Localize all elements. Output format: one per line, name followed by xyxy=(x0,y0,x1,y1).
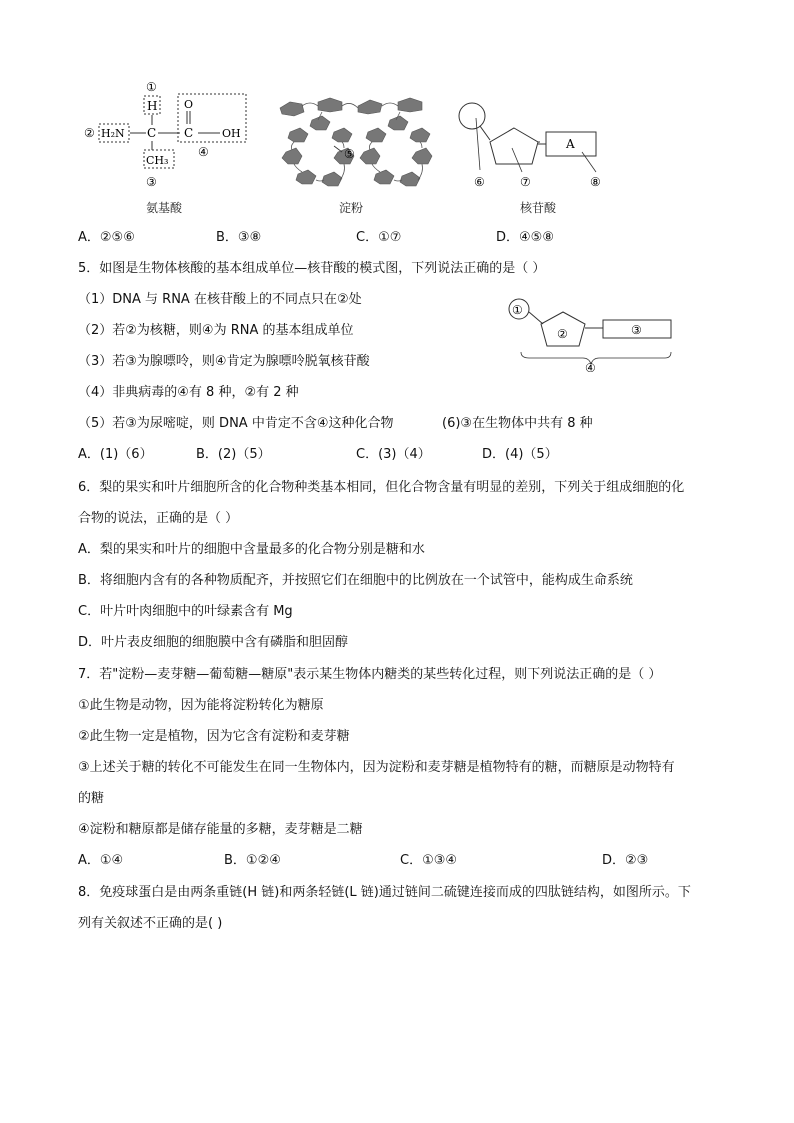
marker-4: ④ xyxy=(198,145,209,159)
nucleotide-figure xyxy=(452,96,612,192)
q5-option-c[interactable]: C．(3)（4） xyxy=(356,447,431,462)
q5-option-b[interactable]: B．(2)（5） xyxy=(196,447,271,462)
marker-3: ③ xyxy=(146,175,157,189)
q7-item-3-cont: 的糖 xyxy=(78,791,105,806)
q8-stem-line2: 列有关叙述不正确的是( ) xyxy=(78,916,223,931)
oxygen-atom: O xyxy=(184,98,194,111)
starch-figure xyxy=(272,96,442,192)
marker-6: ⑥ xyxy=(474,175,485,189)
q5-item-1: （1）DNA 与 RNA 在核苷酸上的不同点只在②处 xyxy=(78,292,362,307)
marker-7: ⑦ xyxy=(520,175,531,189)
amino-acid-figure xyxy=(80,78,255,190)
q5-item-5: （5）若③为尿嘧啶，则 DNA 中肯定不含④这种化合物 xyxy=(78,416,394,431)
h-atom: H xyxy=(147,99,158,113)
q4-option-d[interactable]: D．④⑤⑧ xyxy=(496,230,554,245)
q7-option-d[interactable]: D．②③ xyxy=(602,853,649,868)
central-carbon: C xyxy=(147,126,157,140)
q7-stem: 7．若"淀粉—麦芽糖—葡萄糖—糖原"表示某生物体内糖类的某些转化过程，则下列说法正确的是（ ） xyxy=(78,667,662,682)
q4-option-a[interactable]: A．②⑤⑥ xyxy=(78,230,135,245)
q7-option-a[interactable]: A．①④ xyxy=(78,853,124,868)
pentose-pentagon xyxy=(490,128,538,164)
q5-item-3: （3）若③为腺嘌呤，则④肯定为腺嘌呤脱氧核苷酸 xyxy=(78,354,370,369)
carboxyl-carbon: C xyxy=(184,126,194,140)
q6-option-c[interactable]: C．叶片叶肉细胞中的叶绿素含有 Mg xyxy=(78,604,293,619)
marker-8: ⑧ xyxy=(590,175,601,189)
q4-option-c[interactable]: C．①⑦ xyxy=(356,230,402,245)
base-label-a: A xyxy=(566,137,575,151)
q7-option-c[interactable]: C．①③④ xyxy=(400,853,458,868)
q5-marker-4: ④ xyxy=(585,361,596,372)
q7-item-4: ④淀粉和糖原都是储存能量的多糖，麦芽糖是二糖 xyxy=(78,822,363,837)
q5-nucleotide-figure xyxy=(505,296,680,372)
q7-item-2: ②此生物一定是植物，因为它含有淀粉和麦芽糖 xyxy=(78,729,350,744)
h2n-group: H₂N xyxy=(101,127,125,140)
amino-acid-caption: 氨基酸 xyxy=(146,201,183,215)
q5-item-6: (6)③在生物体中共有 8 种 xyxy=(442,416,593,431)
q5-option-d[interactable]: D．(4)（5） xyxy=(482,447,558,462)
q5-marker-3: ③ xyxy=(631,323,642,337)
hydroxyl-group: OH xyxy=(222,127,241,140)
q6-option-b[interactable]: B．将细胞内含有的各种物质配齐，并按照它们在细胞中的比例放在一个试管中，能构成生命系统 xyxy=(78,573,633,588)
q6-option-d[interactable]: D．叶片表皮细胞的细胞膜中含有磷脂和胆固醇 xyxy=(78,635,349,650)
q7-item-1: ①此生物是动物，因为能将淀粉转化为糖原 xyxy=(78,698,324,713)
nucleotide-caption: 核苷酸 xyxy=(520,201,557,215)
q5-marker-2: ② xyxy=(557,327,568,341)
q5-item-2: （2）若②为核糖，则④为 RNA 的基本组成单位 xyxy=(78,323,354,338)
phosphate-circle xyxy=(459,103,485,129)
marker-1: ① xyxy=(146,80,157,94)
q7-item-3: ③上述关于糖的转化不可能发生在同一生物体内，因为淀粉和麦芽糖是植物特有的糖，而糖原是动物特有 xyxy=(78,760,675,775)
q6-stem-line2: 合物的说法，正确的是（ ） xyxy=(78,511,239,526)
methyl-group: CH₃ xyxy=(146,154,169,167)
q4-option-b[interactable]: B．③⑧ xyxy=(216,230,262,245)
q8-stem-line1: 8．免疫球蛋白是由两条重链(H 链)和两条轻链(L 链)通过链间二硫键连接而成的四肽链结构，如图所示。下 xyxy=(78,885,691,900)
q5-item-4: （4）非典病毒的④有 8 种，②有 2 种 xyxy=(78,385,299,400)
q5-stem: 5．如图是生物体核酸的基本组成单位—核苷酸的模式图，下列说法正确的是（ ） xyxy=(78,261,546,276)
q5-option-a[interactable]: A．(1)（6） xyxy=(78,447,153,462)
q6-stem-line1: 6．梨的果实和叶片细胞所含的化合物种类基本相同，但化合物含量有明显的差别，下列关于组成细胞的化 xyxy=(78,480,685,495)
marker-2: ② xyxy=(84,126,95,140)
marker-5: ⑤ xyxy=(344,147,355,161)
q5-marker-1: ① xyxy=(512,303,523,317)
starch-caption: 淀粉 xyxy=(339,201,364,215)
q6-option-a[interactable]: A．梨的果实和叶片的细胞中含量最多的化合物分别是糖和水 xyxy=(78,542,425,557)
q7-option-b[interactable]: B．①②④ xyxy=(224,853,281,868)
